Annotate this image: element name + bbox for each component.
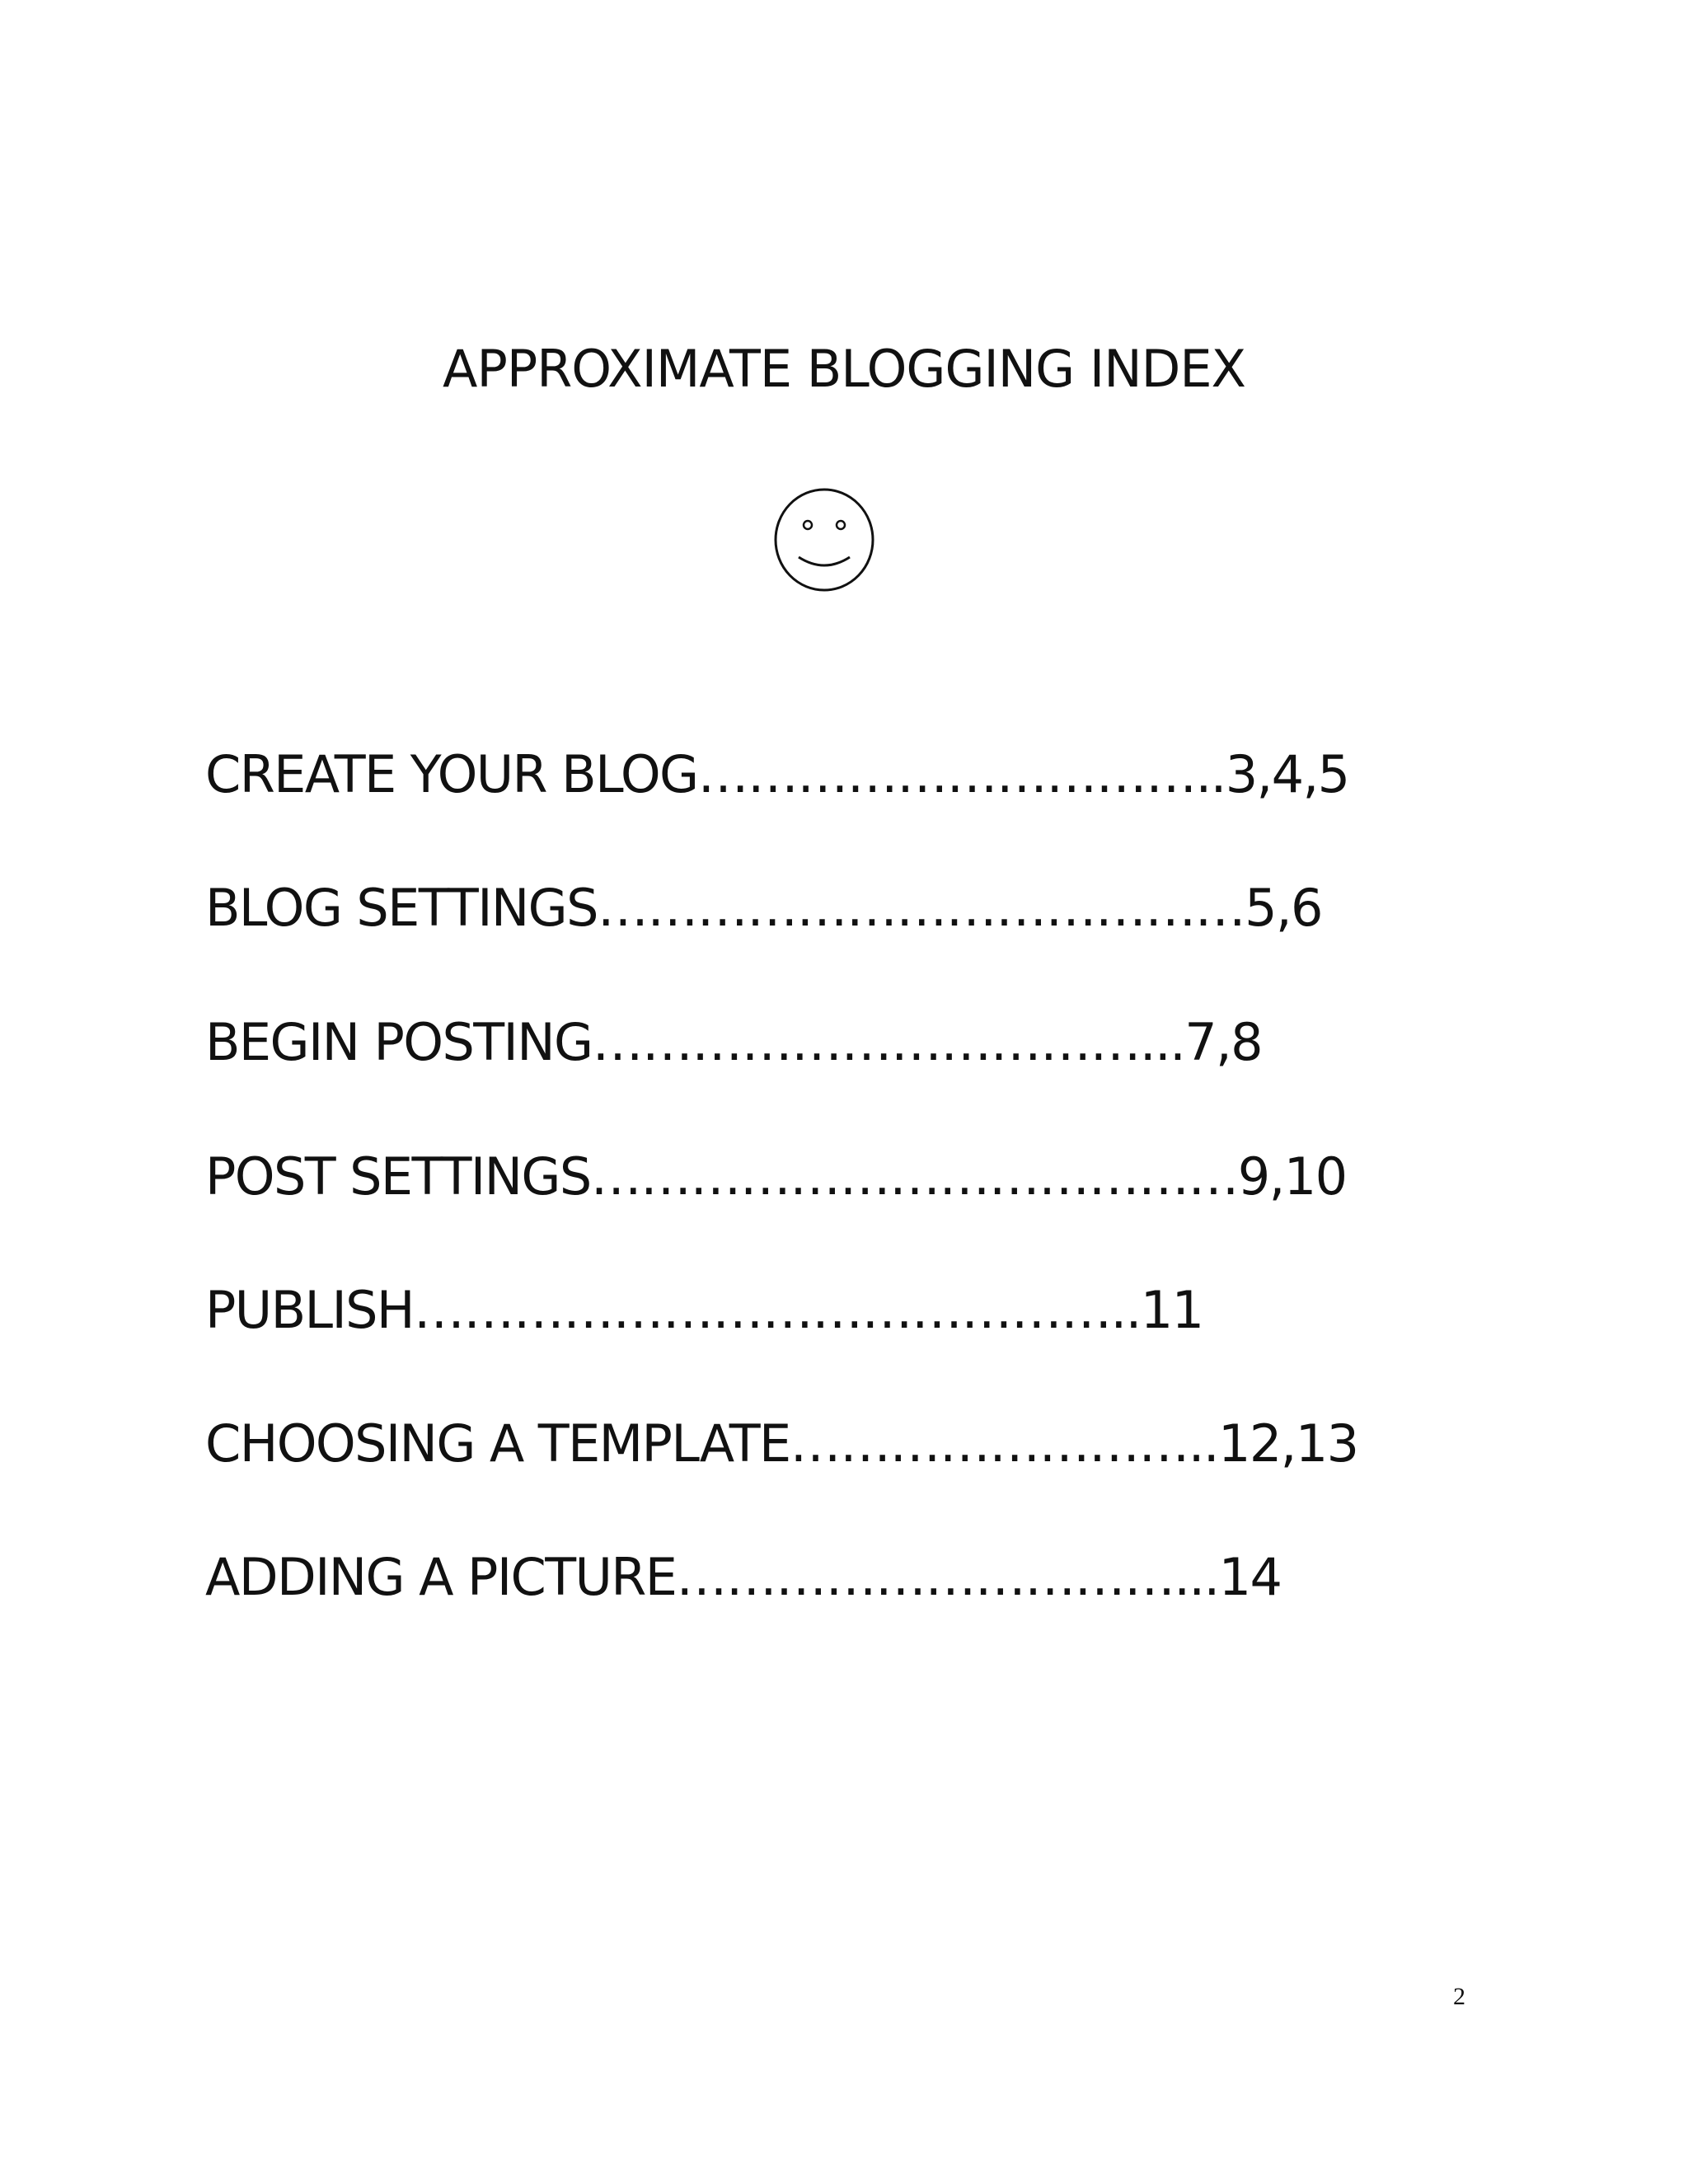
toc-entry-blog-settings[interactable] (205, 875, 1322, 941)
toc-entry-pages: 11 (1140, 1280, 1203, 1340)
toc-entry-begin-posting[interactable] (205, 1010, 1262, 1076)
smiley-right-eye (837, 521, 845, 529)
toc-entry-leader: …………………….. (790, 1413, 1218, 1474)
toc-entry-pages: 3,4,5 (1225, 744, 1349, 804)
smiley-face-icon (771, 486, 877, 593)
toc-entry-label: CHOOSING A TEMPLATE (205, 1413, 790, 1474)
toc-entry-label: POST SETTINGS (205, 1146, 591, 1207)
page-title: APPROXIMATE BLOGGING INDEX (443, 339, 1245, 399)
toc-entry-adding-a-picture[interactable] (205, 1544, 1281, 1610)
toc-entry-pages: 14 (1218, 1547, 1282, 1607)
toc-entry-label: ADDING A PICTURE (205, 1547, 677, 1607)
smiley-outline (776, 490, 873, 590)
toc-entry-leader: …………………………... (676, 1547, 1219, 1607)
toc-entry-leader: ………………………………… (597, 878, 1245, 938)
toc-entry-label: CREATE YOUR BLOG (205, 744, 698, 804)
toc-entry-pages: 5,6 (1245, 878, 1322, 938)
toc-entry-pages: 9,10 (1237, 1146, 1347, 1207)
toc-entry-pages: 12,13 (1217, 1413, 1358, 1474)
toc-entry-label: BLOG SETTINGS (205, 878, 598, 938)
toc-entry-leader: ………………………………… (590, 1146, 1238, 1207)
page-number: 2 (1453, 1983, 1465, 2010)
toc-entry-leader: ……………………………... (592, 1012, 1185, 1072)
toc-entry-leader: …………………………………….. (413, 1280, 1141, 1340)
smiley-left-eye (804, 521, 812, 529)
toc-entry-create-your-blog[interactable] (205, 742, 1348, 808)
toc-entry-label: BEGIN POSTING (205, 1012, 593, 1072)
toc-entry-publish[interactable] (205, 1277, 1203, 1343)
toc-entry-leader: ………………………….. (697, 744, 1226, 804)
toc-entry-label: PUBLISH (205, 1280, 414, 1340)
toc-entry-choosing-a-template[interactable] (205, 1411, 1357, 1477)
toc-entry-pages: 7,8 (1184, 1012, 1262, 1072)
smiley-mouth (799, 557, 850, 565)
toc-entry-post-settings[interactable] (205, 1144, 1346, 1210)
